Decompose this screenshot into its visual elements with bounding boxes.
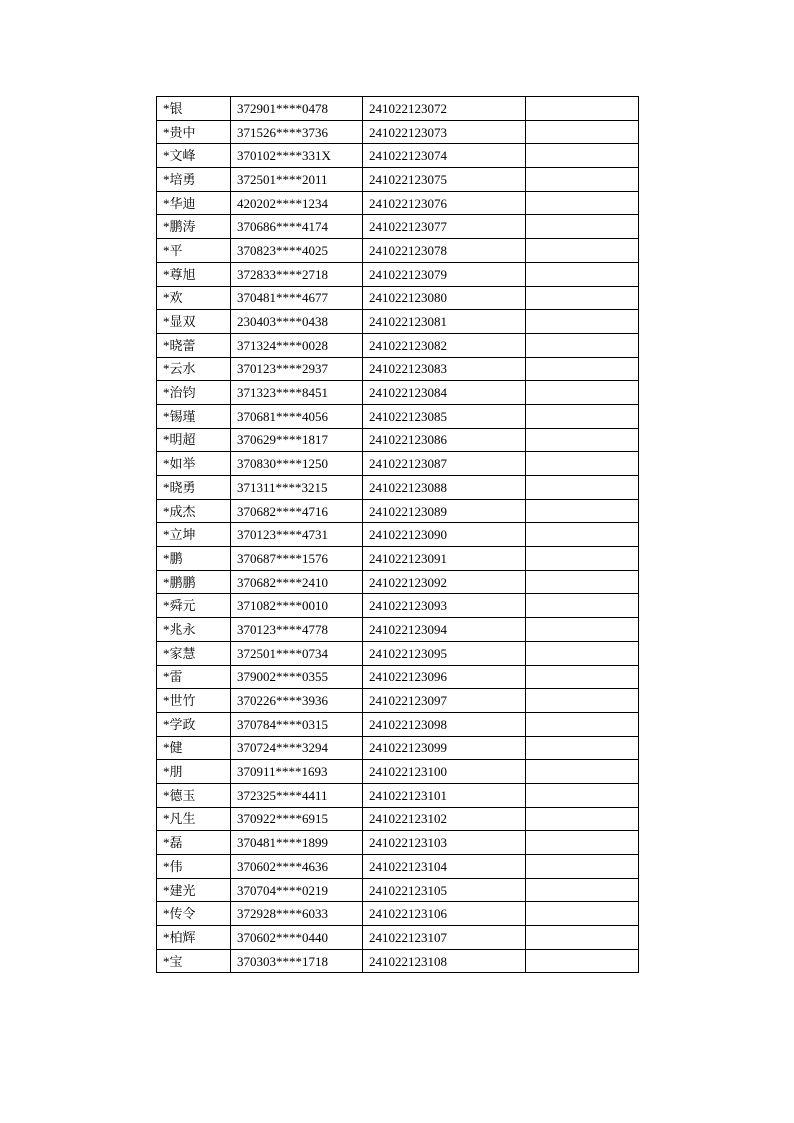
table-row [157, 736, 639, 760]
id-number-cell: 372833****2718 [231, 262, 363, 286]
table-row [157, 547, 639, 571]
id-number-cell: 370686****4174 [231, 215, 363, 239]
table-row [157, 831, 639, 855]
name-cell: *朋 [157, 760, 231, 784]
certificate-number-cell: 241022123091 [363, 547, 526, 571]
id-number-cell: 370481****1899 [231, 831, 363, 855]
note-cell [526, 310, 639, 334]
id-number-cell: 371324****0028 [231, 333, 363, 357]
note-cell [526, 333, 639, 357]
name-cell: *文峰 [157, 144, 231, 168]
note-cell [526, 452, 639, 476]
note-cell [526, 523, 639, 547]
note-cell [526, 262, 639, 286]
name-cell: *舜元 [157, 594, 231, 618]
id-number-cell: 370102****331X [231, 144, 363, 168]
id-number-cell: 371526****3736 [231, 120, 363, 144]
certificate-number-cell: 241022123073 [363, 120, 526, 144]
table-row [157, 689, 639, 713]
name-cell: *建光 [157, 878, 231, 902]
id-number-cell: 370602****4636 [231, 855, 363, 879]
note-cell [526, 215, 639, 239]
name-cell: *磊 [157, 831, 231, 855]
name-cell: *伟 [157, 855, 231, 879]
name-cell: *雷 [157, 665, 231, 689]
name-cell: *宝 [157, 949, 231, 973]
name-cell: *德玉 [157, 783, 231, 807]
note-cell [526, 239, 639, 263]
certificate-number-cell: 241022123097 [363, 689, 526, 713]
table-row [157, 618, 639, 642]
note-cell [526, 97, 639, 121]
certificate-number-cell: 241022123089 [363, 499, 526, 523]
table-row [157, 902, 639, 926]
certificate-number-cell: 241022123074 [363, 144, 526, 168]
table-row [157, 333, 639, 357]
id-number-cell: 370687****1576 [231, 547, 363, 571]
id-number-cell: 372325****4411 [231, 783, 363, 807]
name-cell: *家慧 [157, 641, 231, 665]
id-number-cell: 372928****6033 [231, 902, 363, 926]
table-row [157, 381, 639, 405]
certificate-number-cell: 241022123088 [363, 476, 526, 500]
table-row [157, 286, 639, 310]
certificate-number-cell: 241022123080 [363, 286, 526, 310]
certificate-number-cell: 241022123098 [363, 712, 526, 736]
id-number-cell: 370303****1718 [231, 949, 363, 973]
note-cell [526, 855, 639, 879]
note-cell [526, 381, 639, 405]
name-cell: *立坤 [157, 523, 231, 547]
certificate-number-cell: 241022123095 [363, 641, 526, 665]
id-number-cell: 370681****4056 [231, 404, 363, 428]
name-cell: *如举 [157, 452, 231, 476]
table-row [157, 168, 639, 192]
certificate-number-cell: 241022123102 [363, 807, 526, 831]
note-cell [526, 594, 639, 618]
id-number-cell: 370784****0315 [231, 712, 363, 736]
id-number-cell: 370682****4716 [231, 499, 363, 523]
certificate-number-cell: 241022123072 [363, 97, 526, 121]
name-cell: *成杰 [157, 499, 231, 523]
name-cell: *华迪 [157, 191, 231, 215]
certificate-number-cell: 241022123084 [363, 381, 526, 405]
certificate-number-cell: 241022123096 [363, 665, 526, 689]
table-row [157, 428, 639, 452]
table-row [157, 404, 639, 428]
note-cell [526, 712, 639, 736]
table-row [157, 665, 639, 689]
table-row [157, 476, 639, 500]
name-cell: *尊旭 [157, 262, 231, 286]
name-cell: *凡生 [157, 807, 231, 831]
note-cell [526, 641, 639, 665]
id-number-cell: 370226****3936 [231, 689, 363, 713]
table-row [157, 215, 639, 239]
certificate-number-cell: 241022123094 [363, 618, 526, 642]
note-cell [526, 689, 639, 713]
table-row [157, 926, 639, 950]
certificate-number-cell: 241022123092 [363, 570, 526, 594]
certificate-number-cell: 241022123087 [363, 452, 526, 476]
certificate-number-cell: 241022123082 [363, 333, 526, 357]
id-number-cell: 230403****0438 [231, 310, 363, 334]
roster-table [156, 96, 639, 973]
table-row [157, 878, 639, 902]
table-row [157, 191, 639, 215]
note-cell [526, 570, 639, 594]
name-cell: *培勇 [157, 168, 231, 192]
name-cell: *鹏涛 [157, 215, 231, 239]
note-cell [526, 286, 639, 310]
certificate-number-cell: 241022123099 [363, 736, 526, 760]
name-cell: *健 [157, 736, 231, 760]
name-cell: *贵中 [157, 120, 231, 144]
note-cell [526, 120, 639, 144]
id-number-cell: 370123****4778 [231, 618, 363, 642]
certificate-number-cell: 241022123081 [363, 310, 526, 334]
id-number-cell: 370602****0440 [231, 926, 363, 950]
id-number-cell: 372501****2011 [231, 168, 363, 192]
id-number-cell: 371311****3215 [231, 476, 363, 500]
id-number-cell: 371323****8451 [231, 381, 363, 405]
id-number-cell: 370724****3294 [231, 736, 363, 760]
id-number-cell: 370481****4677 [231, 286, 363, 310]
note-cell [526, 357, 639, 381]
table-row [157, 97, 639, 121]
note-cell [526, 618, 639, 642]
certificate-number-cell: 241022123076 [363, 191, 526, 215]
table-row [157, 855, 639, 879]
certificate-number-cell: 241022123093 [363, 594, 526, 618]
table-row [157, 783, 639, 807]
table-row [157, 310, 639, 334]
certificate-number-cell: 241022123106 [363, 902, 526, 926]
roster-body [157, 97, 639, 973]
certificate-number-cell: 241022123107 [363, 926, 526, 950]
name-cell: *鹏鹏 [157, 570, 231, 594]
name-cell: *世竹 [157, 689, 231, 713]
certificate-number-cell: 241022123101 [363, 783, 526, 807]
certificate-number-cell: 241022123077 [363, 215, 526, 239]
name-cell: *治钧 [157, 381, 231, 405]
name-cell: *银 [157, 97, 231, 121]
id-number-cell: 371082****0010 [231, 594, 363, 618]
certificate-number-cell: 241022123105 [363, 878, 526, 902]
table-row [157, 452, 639, 476]
certificate-number-cell: 241022123090 [363, 523, 526, 547]
id-number-cell: 370682****2410 [231, 570, 363, 594]
name-cell: *云水 [157, 357, 231, 381]
table-row [157, 120, 639, 144]
id-number-cell: 420202****1234 [231, 191, 363, 215]
name-cell: *兆永 [157, 618, 231, 642]
note-cell [526, 547, 639, 571]
id-number-cell: 370911****1693 [231, 760, 363, 784]
certificate-number-cell: 241022123108 [363, 949, 526, 973]
name-cell: *平 [157, 239, 231, 263]
id-number-cell: 370123****4731 [231, 523, 363, 547]
name-cell: *晓勇 [157, 476, 231, 500]
table-row [157, 239, 639, 263]
note-cell [526, 807, 639, 831]
id-number-cell: 379002****0355 [231, 665, 363, 689]
certificate-number-cell: 241022123083 [363, 357, 526, 381]
certificate-number-cell: 241022123103 [363, 831, 526, 855]
note-cell [526, 191, 639, 215]
name-cell: *显双 [157, 310, 231, 334]
name-cell: *欢 [157, 286, 231, 310]
name-cell: *传令 [157, 902, 231, 926]
table-row [157, 594, 639, 618]
note-cell [526, 878, 639, 902]
name-cell: *明超 [157, 428, 231, 452]
note-cell [526, 831, 639, 855]
note-cell [526, 926, 639, 950]
note-cell [526, 783, 639, 807]
table-row [157, 760, 639, 784]
note-cell [526, 428, 639, 452]
note-cell [526, 736, 639, 760]
note-cell [526, 476, 639, 500]
id-number-cell: 372501****0734 [231, 641, 363, 665]
certificate-number-cell: 241022123079 [363, 262, 526, 286]
table-row [157, 570, 639, 594]
id-number-cell: 370823****4025 [231, 239, 363, 263]
note-cell [526, 144, 639, 168]
note-cell [526, 949, 639, 973]
certificate-number-cell: 241022123078 [363, 239, 526, 263]
certificate-number-cell: 241022123104 [363, 855, 526, 879]
certificate-number-cell: 241022123100 [363, 760, 526, 784]
certificate-number-cell: 241022123086 [363, 428, 526, 452]
name-cell: *晓蕾 [157, 333, 231, 357]
name-cell: *柏辉 [157, 926, 231, 950]
certificate-number-cell: 241022123075 [363, 168, 526, 192]
table-row [157, 357, 639, 381]
table-row [157, 144, 639, 168]
note-cell [526, 760, 639, 784]
note-cell [526, 168, 639, 192]
id-number-cell: 372901****0478 [231, 97, 363, 121]
certificate-number-cell: 241022123085 [363, 404, 526, 428]
name-cell: *学政 [157, 712, 231, 736]
id-number-cell: 370922****6915 [231, 807, 363, 831]
id-number-cell: 370123****2937 [231, 357, 363, 381]
note-cell [526, 404, 639, 428]
id-number-cell: 370629****1817 [231, 428, 363, 452]
table-row [157, 949, 639, 973]
note-cell [526, 665, 639, 689]
table-row [157, 523, 639, 547]
table-row [157, 262, 639, 286]
note-cell [526, 902, 639, 926]
id-number-cell: 370704****0219 [231, 878, 363, 902]
name-cell: *锡瑾 [157, 404, 231, 428]
name-cell: *鹏 [157, 547, 231, 571]
id-number-cell: 370830****1250 [231, 452, 363, 476]
table-row [157, 499, 639, 523]
table-row [157, 807, 639, 831]
table-row [157, 641, 639, 665]
note-cell [526, 499, 639, 523]
table-row [157, 712, 639, 736]
